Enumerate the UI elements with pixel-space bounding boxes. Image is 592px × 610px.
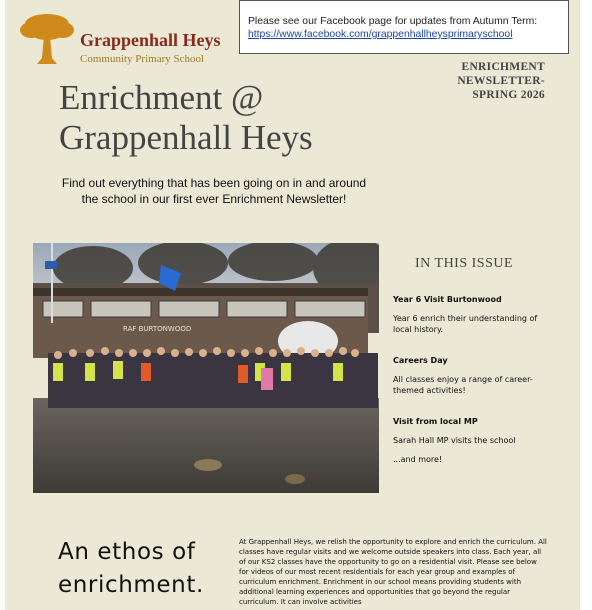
issue-item-title: Visit from local MP [393, 417, 478, 426]
issue-item-title: Careers Day [393, 356, 448, 365]
facebook-notice-text: Please see our Facebook page for updates from Autumn Term: [248, 16, 538, 27]
issue-item-title: Year 6 Visit Burtonwood [393, 295, 502, 304]
school-subtitle: Community Primary School [80, 53, 205, 65]
tree-logo-icon [17, 8, 77, 68]
ethos-heading-line: enrichment. [58, 572, 204, 598]
facebook-link[interactable]: https://www.facebook.com/grappenhallheysprimaryschool [248, 29, 513, 40]
school-name: Grappenhall Heys [80, 30, 221, 50]
newsletter-label [457, 60, 545, 102]
page-title-line: Grappenhall Heys [59, 118, 313, 157]
newsletter-label-line: NEWSLETTER- [457, 75, 545, 87]
photo-sign: RAF BURTONWOOD [123, 325, 192, 333]
newsletter-label-line: ENRICHMENT [461, 61, 545, 73]
issue-item-text: All classes enjoy a range of career-themed activities! [393, 375, 533, 395]
ethos-heading [58, 536, 204, 602]
newsletter-label-line: SPRING 2026 [472, 89, 545, 101]
page-title [59, 78, 313, 158]
issue-more-text: ...and more! [393, 455, 443, 464]
issue-item-text: Year 6 enrich their understanding of local history. [393, 314, 538, 334]
page-title-line: Enrichment @ [59, 78, 264, 117]
ethos-heading-line: An ethos of [58, 539, 196, 565]
facebook-notice-box [239, 0, 569, 54]
in-this-issue-heading: IN THIS ISSUE [415, 256, 514, 271]
ethos-body-text: At Grappenhall Heys, we relish the opportunity to explore and enrich the curriculum. All classes have regular visits and we welcome outside speakers into class. Each year, all of our KS2 classes have the opportunity to go on a residential visit. Please see below for videos of our most recent residentials for each year group and examples of curriculum enrichment. Enrichment in our school means providing students with additional learning experiences and opportunities that go beyond the regular curriculum. It can involve activities [239, 538, 547, 606]
intro-text: Find out everything that has been going on in and around the school in our first ever Enrichment Newsletter! [61, 176, 367, 206]
group-photo [33, 243, 379, 493]
issue-item-text: Sarah Hall MP visits the school [393, 436, 516, 445]
